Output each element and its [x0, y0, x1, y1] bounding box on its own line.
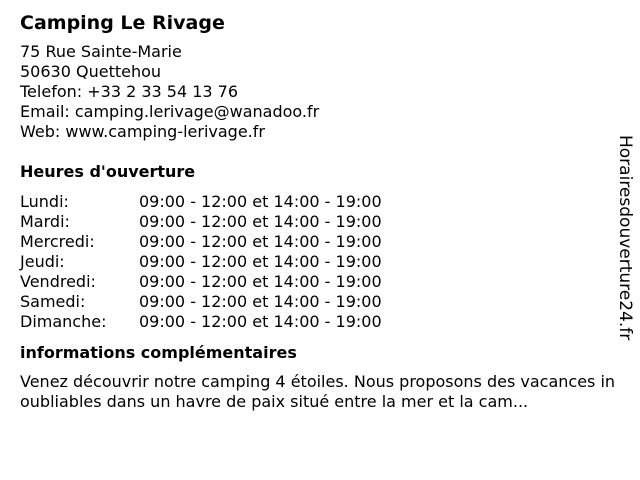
- business-title: Camping Le Rivage: [20, 12, 225, 34]
- day-label: Mardi:: [20, 212, 70, 231]
- hours-row-saturday: [20, 292, 620, 312]
- hours-row-monday: [20, 192, 620, 212]
- time-range: 09:00 - 12:00 et 14:00 - 19:00: [139, 232, 382, 251]
- city-address: 50630 Quettehou: [20, 62, 162, 81]
- time-range: 09:00 - 12:00 et 14:00 - 19:00: [139, 212, 382, 231]
- phone-line: Telefon: +33 2 33 54 13 76: [20, 82, 239, 101]
- hours-row-tuesday: [20, 212, 620, 232]
- business-card: [20, 10, 620, 412]
- street-address: 75 Rue Sainte-Marie: [20, 42, 182, 61]
- address-block: [20, 42, 620, 142]
- opening-hours-table: [20, 192, 620, 332]
- hours-row-thursday: [20, 252, 620, 272]
- time-range: 09:00 - 12:00 et 14:00 - 19:00: [139, 252, 382, 271]
- additional-info-heading: informations complémentaires: [20, 343, 297, 362]
- day-label: Vendredi:: [20, 272, 96, 291]
- web-line: Web: www.camping-lerivage.fr: [20, 122, 265, 141]
- additional-info-text: Venez découvrir notre camping 4 étoiles. Nous proposons des vacances inoubliables dans un havre de paix situé entre la mer et la cam...: [20, 372, 616, 411]
- day-label: Jeudi:: [20, 252, 65, 271]
- hours-row-friday: [20, 272, 620, 292]
- day-label: Lundi:: [20, 192, 69, 211]
- day-label: Samedi:: [20, 292, 86, 311]
- time-range: 09:00 - 12:00 et 14:00 - 19:00: [139, 272, 382, 291]
- time-range: 09:00 - 12:00 et 14:00 - 19:00: [139, 292, 382, 311]
- hours-row-wednesday: [20, 232, 620, 252]
- site-watermark: Horairesdouverture24.fr: [615, 135, 635, 341]
- email-line: Email: camping.lerivage@wanadoo.fr: [20, 102, 320, 121]
- day-label: Dimanche:: [20, 312, 107, 331]
- time-range: 09:00 - 12:00 et 14:00 - 19:00: [139, 192, 382, 211]
- opening-hours-heading: Heures d'ouverture: [20, 162, 196, 181]
- time-range: 09:00 - 12:00 et 14:00 - 19:00: [139, 312, 382, 331]
- hours-row-sunday: [20, 312, 620, 332]
- day-label: Mercredi:: [20, 232, 95, 251]
